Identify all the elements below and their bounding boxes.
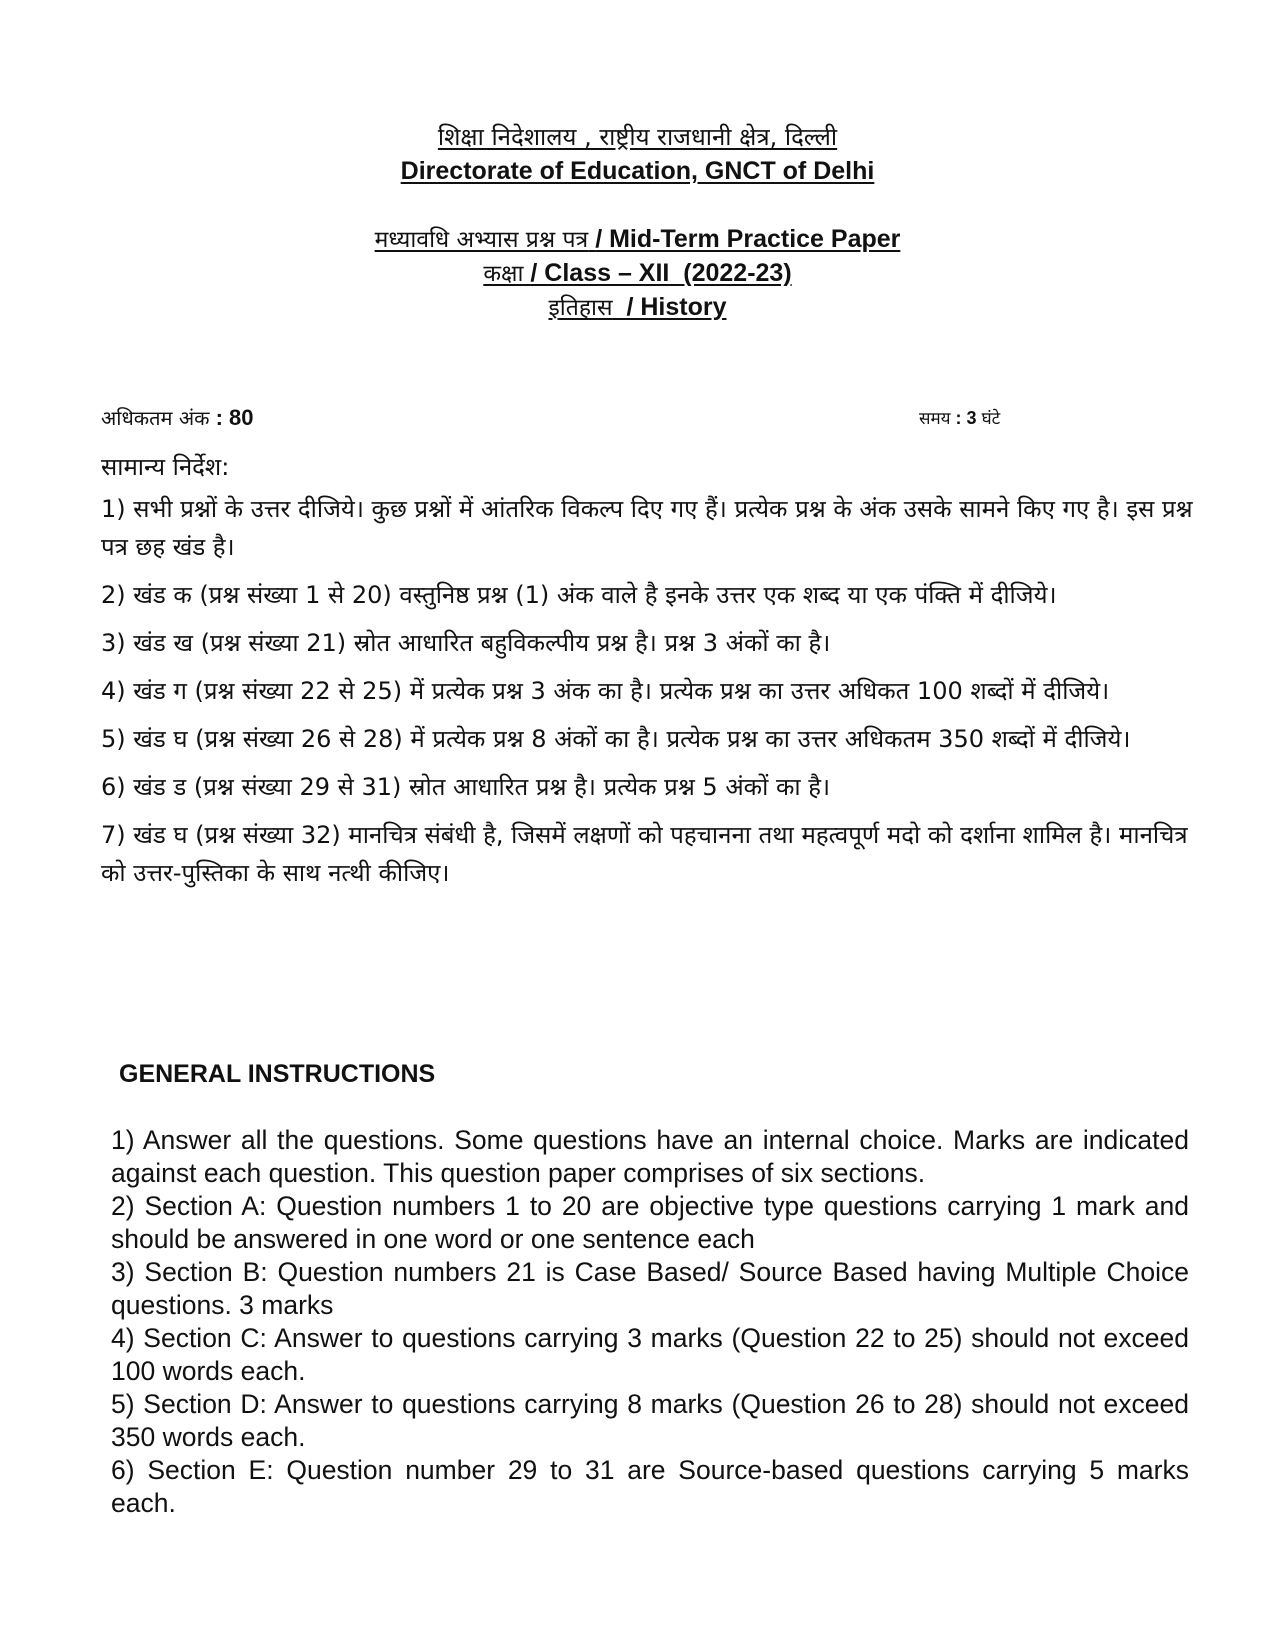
max-marks-value: : 80 bbox=[215, 405, 254, 430]
header-subject bbox=[0, 290, 1275, 325]
header-paper-title bbox=[0, 222, 1275, 257]
english-instruction-item: 1) Answer all the questions. Some questions have an internal choice. Marks are indicated against each question. This question paper comprises of six sections. bbox=[111, 1125, 1189, 1188]
directorate-english: Directorate of Education, GNCT of Delhi bbox=[400, 157, 875, 185]
hindi-instruction-item: 2) खंड क (प्रश्न संख्या 1 से 20) वस्तुनिष्ठ प्रश्न (1) अंक वाले है इनके उत्तर एक शब्द या एक पंक्ति में दीजिये। bbox=[101, 581, 1057, 609]
subject-hindi: इतिहास bbox=[548, 295, 613, 321]
time-unit: घंटे bbox=[981, 409, 1001, 429]
hindi-instructions-heading: सामान्य निर्देश: bbox=[101, 453, 230, 481]
english-instructions bbox=[111, 1124, 1189, 1520]
subject-title bbox=[0, 290, 1275, 325]
hindi-instruction-item: 3) खंड ख (प्रश्न संख्या 21) स्रोत आधारित बहुविकल्पीय प्रश्न है। प्रश्न 3 अंकों का है। bbox=[101, 629, 831, 657]
marks-time-row bbox=[101, 404, 1031, 436]
max-marks-label: अधिकतम अंक bbox=[101, 406, 210, 430]
header-line-directorate-english bbox=[0, 154, 1275, 188]
class-title bbox=[0, 256, 1275, 291]
class-hindi: कक्षा bbox=[483, 261, 524, 287]
subject-english: / History bbox=[619, 293, 727, 321]
time-value: : 3 bbox=[955, 408, 977, 428]
max-marks bbox=[101, 404, 254, 431]
header-line-directorate-hindi bbox=[0, 120, 1275, 154]
hindi-instruction-item: 4) खंड ग (प्रश्न संख्या 22 से 25) में प्रत्येक प्रश्न 3 अंक का है। प्रत्येक प्रश्न का उत्तर अधिकत 100 शब्दों में दीजिये। bbox=[101, 677, 1110, 705]
directorate-hindi: शिक्षा निदेशालय , राष्ट्रीय राजधानी क्षेत्र, दिल्ली bbox=[437, 123, 838, 151]
paper-title-english: / Mid-Term Practice Paper bbox=[595, 225, 901, 253]
hindi-instructions bbox=[101, 448, 1211, 902]
english-instruction-item: 4) Section C: Answer to questions carrying 3 marks (Question 22 to 25) should not exceed 100 words each. bbox=[111, 1323, 1189, 1386]
class-english: / Class – XII (2022-23) bbox=[530, 259, 792, 287]
hindi-instruction-item: 1) सभी प्रश्नों के उत्तर दीजिये। कुछ प्रश्नों में आंतरिक विकल्प दिए गए हैं। प्रत्येक प्रश्न के अंक उसके सामने किए गए है। इस प्रश्न पत्र छह खंड है। bbox=[101, 495, 1193, 561]
time-label: समय bbox=[919, 409, 951, 429]
hindi-instruction-item: 5) खंड घ (प्रश्न संख्या 26 से 28) में प्रत्येक प्रश्न 8 अंकों का है। प्रत्येक प्रश्न का उत्तर अधिकतम 350 शब्दों में दीजिये। bbox=[101, 725, 1131, 753]
header-class bbox=[0, 256, 1275, 291]
english-instruction-item: 3) Section B: Question numbers 21 is Case Based/ Source Based having Multiple Choice questions. 3 marks bbox=[111, 1257, 1189, 1320]
hindi-instruction-item: 7) खंड घ (प्रश्न संख्या 32) मानचित्र संबंधी है, जिसमें लक्षणों को पहचानना तथा महत्वपूर्ण मदो को दर्शाना शामिल है। मानचित्र को उत्तर-पुस्तिका के साथ नत्थी कीजिए। bbox=[101, 821, 1188, 887]
english-instruction-item: 5) Section D: Answer to questions carrying 8 marks (Question 26 to 28) should not exceed 350 words each. bbox=[111, 1389, 1189, 1452]
hindi-instruction-item: 6) खंड ड (प्रश्न संख्या 29 से 31) स्रोत आधारित प्रश्न है। प्रत्येक प्रश्न 5 अंकों का है। bbox=[101, 773, 831, 801]
paper-title bbox=[0, 222, 1275, 257]
paper-title-hindi: मध्यावधि अभ्यास प्रश्न पत्र bbox=[374, 227, 589, 253]
general-instructions-heading: GENERAL INSTRUCTIONS bbox=[119, 1060, 436, 1088]
english-instruction-item: 2) Section A: Question numbers 1 to 20 are objective type questions carrying 1 mark and should be answered in one word or one sentence each bbox=[111, 1191, 1189, 1254]
time-allowed bbox=[919, 406, 1000, 429]
english-instruction-item: 6) Section E: Question number 29 to 31 are Source-based questions carrying 5 marks each. bbox=[111, 1455, 1189, 1518]
